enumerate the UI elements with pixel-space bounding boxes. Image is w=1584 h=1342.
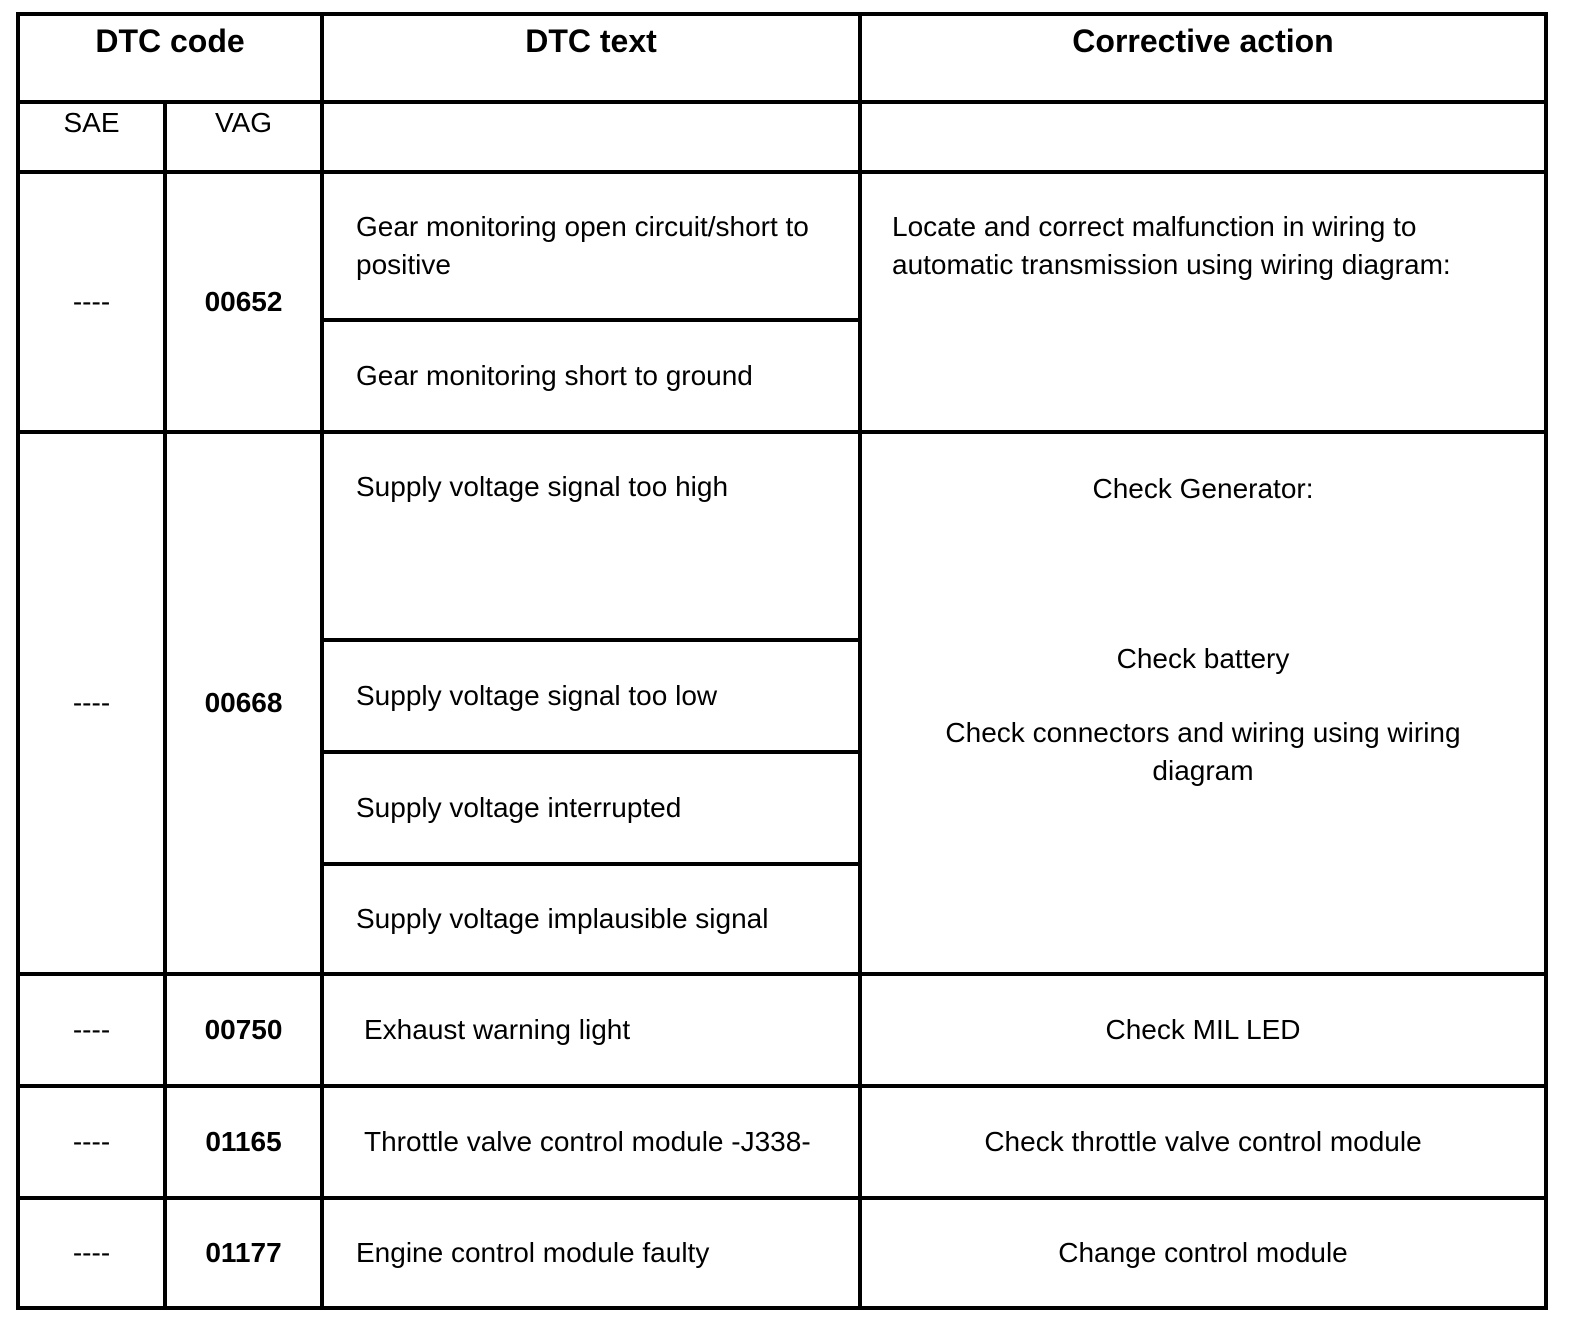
- table-row: [18, 1198, 1546, 1308]
- corrective-action: Check Generator:: [1092, 473, 1314, 504]
- header-vag: VAG: [165, 102, 322, 172]
- corrective-action: Change control module: [860, 1198, 1546, 1308]
- corrective-action: Locate and correct malfunction in wiring to automatic transmission using wiring diagram:: [860, 172, 1546, 432]
- dtc-text: Gear monitoring short to ground: [322, 320, 860, 432]
- header-dtc-code: DTC code: [18, 14, 322, 102]
- corrective-action-block: [860, 432, 1546, 974]
- sae-code: ----: [18, 172, 165, 432]
- dtc-text: Supply voltage signal too high: [322, 432, 860, 640]
- dtc-text: Supply voltage signal too low: [322, 640, 860, 752]
- sae-code: ----: [18, 1086, 165, 1198]
- header-corrective-action: Corrective action: [860, 14, 1546, 102]
- table-row: [18, 172, 1546, 320]
- corrective-action: Check connectors and wiring using wiring diagram: [945, 717, 1461, 786]
- header-empty-action: [860, 102, 1546, 172]
- corrective-action: Check battery: [1116, 643, 1290, 674]
- dtc-text: Supply voltage interrupted: [322, 752, 860, 864]
- vag-code: 00750: [165, 974, 322, 1086]
- sae-code: ----: [18, 432, 165, 974]
- dtc-text: Gear monitoring open circuit/short to positive: [322, 172, 860, 320]
- subheader-row: [18, 102, 1546, 172]
- dtc-table: [16, 12, 1548, 1310]
- header-row: [18, 14, 1546, 102]
- table-row: [18, 432, 1546, 640]
- corrective-action: Check MIL LED: [860, 974, 1546, 1086]
- header-sae: SAE: [18, 102, 165, 172]
- dtc-text: Throttle valve control module -J338-: [322, 1086, 860, 1198]
- dtc-text: Engine control module faulty: [322, 1198, 860, 1308]
- vag-code: 00652: [165, 172, 322, 432]
- dtc-text: Supply voltage implausible signal: [322, 864, 860, 974]
- header-empty-text: [322, 102, 860, 172]
- vag-code: 01165: [165, 1086, 322, 1198]
- dtc-text: Exhaust warning light: [322, 974, 860, 1086]
- corrective-action: Check throttle valve control module: [860, 1086, 1546, 1198]
- table-row: [18, 1086, 1546, 1198]
- table-row: [18, 974, 1546, 1086]
- vag-code: 00668: [165, 432, 322, 974]
- header-dtc-text: DTC text: [322, 14, 860, 102]
- sae-code: ----: [18, 1198, 165, 1308]
- sae-code: ----: [18, 974, 165, 1086]
- vag-code: 01177: [165, 1198, 322, 1308]
